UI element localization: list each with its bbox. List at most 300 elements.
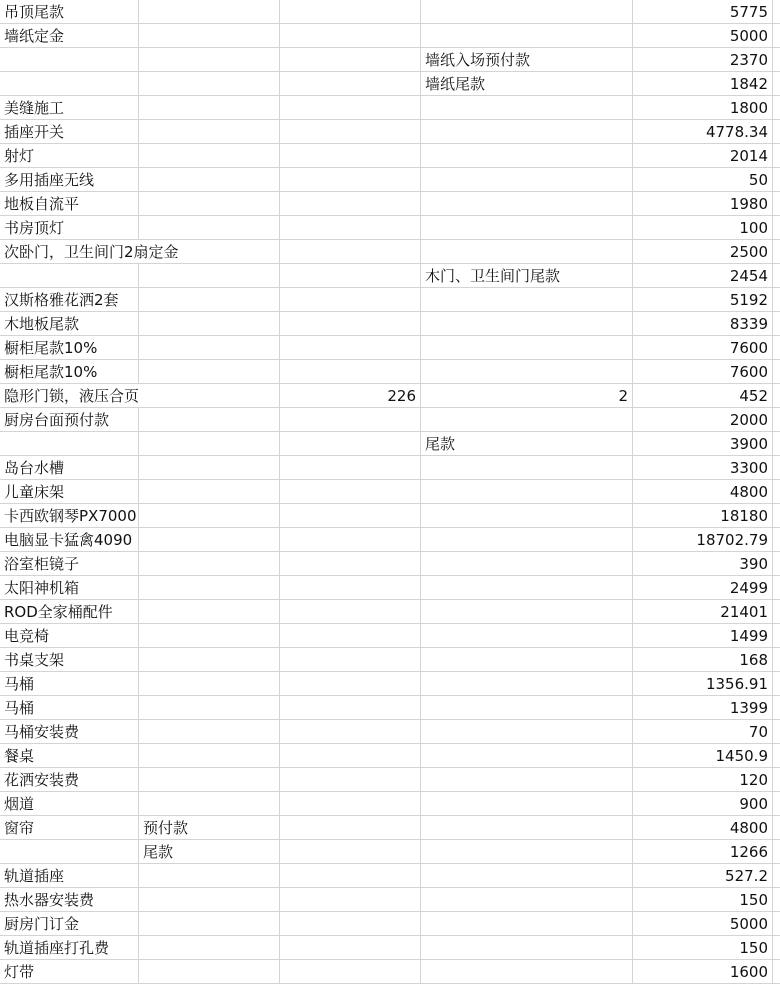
table-row bbox=[0, 96, 780, 120]
cell-e[interactable] bbox=[633, 408, 773, 431]
cell-f[interactable] bbox=[773, 912, 780, 935]
cell-d[interactable] bbox=[421, 96, 633, 119]
cell-value: 21401 bbox=[720, 603, 768, 621]
cell-c[interactable] bbox=[280, 528, 421, 551]
cell-b[interactable] bbox=[139, 192, 280, 215]
table-row bbox=[0, 648, 780, 672]
cell-e[interactable] bbox=[633, 768, 773, 791]
cell-a[interactable] bbox=[0, 288, 139, 311]
cell-a[interactable] bbox=[0, 384, 139, 407]
cell-value: 书桌支架 bbox=[4, 651, 65, 669]
cell-f[interactable] bbox=[773, 192, 780, 215]
cell-b[interactable] bbox=[139, 720, 280, 743]
cell-e[interactable] bbox=[633, 360, 773, 383]
cell-c[interactable] bbox=[280, 240, 421, 263]
cell-d[interactable] bbox=[421, 120, 633, 143]
cell-f[interactable] bbox=[773, 336, 780, 359]
cell-f[interactable] bbox=[773, 888, 780, 911]
cell-d[interactable] bbox=[421, 816, 633, 839]
cell-d[interactable] bbox=[421, 360, 633, 383]
cell-e[interactable] bbox=[633, 264, 773, 287]
cell-c[interactable] bbox=[280, 96, 421, 119]
cell-c[interactable] bbox=[280, 360, 421, 383]
cell-e[interactable] bbox=[633, 696, 773, 719]
cell-f[interactable] bbox=[773, 672, 780, 695]
cell-d[interactable] bbox=[421, 504, 633, 527]
cell-b[interactable] bbox=[139, 624, 280, 647]
cell-e[interactable] bbox=[633, 792, 773, 815]
cell-value: 轨道插座打孔费 bbox=[4, 939, 110, 957]
cell-f[interactable] bbox=[773, 552, 780, 575]
cell-c[interactable] bbox=[280, 48, 421, 71]
cell-f[interactable] bbox=[773, 696, 780, 719]
cell-c[interactable] bbox=[280, 600, 421, 623]
cell-a[interactable] bbox=[0, 720, 139, 743]
cell-e[interactable] bbox=[633, 120, 773, 143]
cell-e[interactable] bbox=[633, 840, 773, 863]
cell-e[interactable] bbox=[633, 192, 773, 215]
cell-value: 预付款 bbox=[143, 819, 189, 837]
cell-a[interactable] bbox=[0, 672, 139, 695]
cell-value: 3900 bbox=[729, 435, 768, 453]
cell-d[interactable] bbox=[421, 336, 633, 359]
cell-e[interactable] bbox=[633, 312, 773, 335]
cell-value: 5192 bbox=[729, 291, 768, 309]
cell-c[interactable] bbox=[280, 888, 421, 911]
cell-e[interactable] bbox=[633, 432, 773, 455]
cell-d[interactable] bbox=[421, 792, 633, 815]
cell-c[interactable] bbox=[280, 456, 421, 479]
cell-c[interactable] bbox=[280, 696, 421, 719]
cell-b[interactable] bbox=[139, 792, 280, 815]
cell-d[interactable] bbox=[421, 48, 633, 71]
cell-a[interactable] bbox=[0, 576, 139, 599]
cell-c[interactable] bbox=[280, 192, 421, 215]
cell-f[interactable] bbox=[773, 864, 780, 887]
cell-a[interactable] bbox=[0, 600, 139, 623]
cell-value: 橱柜尾款10% bbox=[4, 363, 98, 381]
cell-value: 2 bbox=[618, 387, 628, 405]
cell-c[interactable] bbox=[280, 576, 421, 599]
cell-e[interactable] bbox=[633, 528, 773, 551]
cell-b[interactable] bbox=[139, 600, 280, 623]
cell-value: 花洒安装费 bbox=[4, 771, 80, 789]
cell-c[interactable] bbox=[280, 912, 421, 935]
cell-d[interactable] bbox=[421, 840, 633, 863]
cell-a[interactable] bbox=[0, 264, 139, 287]
cell-a[interactable] bbox=[0, 408, 139, 431]
cell-c[interactable] bbox=[280, 960, 421, 983]
cell-value: 5000 bbox=[729, 915, 768, 933]
cell-b[interactable] bbox=[139, 120, 280, 143]
cell-b[interactable] bbox=[139, 696, 280, 719]
cell-f[interactable] bbox=[773, 792, 780, 815]
table-row bbox=[0, 432, 780, 456]
cell-e[interactable] bbox=[633, 552, 773, 575]
cell-value: 厨房门订金 bbox=[4, 915, 80, 933]
cell-f[interactable] bbox=[773, 168, 780, 191]
cell-e[interactable] bbox=[633, 480, 773, 503]
cell-value: 儿童床架 bbox=[4, 483, 65, 501]
cell-a[interactable] bbox=[0, 120, 139, 143]
cell-c[interactable] bbox=[280, 624, 421, 647]
cell-a[interactable] bbox=[0, 168, 139, 191]
cell-b[interactable] bbox=[139, 840, 280, 863]
cell-d[interactable] bbox=[421, 600, 633, 623]
cell-e[interactable] bbox=[633, 504, 773, 527]
table-row bbox=[0, 384, 780, 408]
cell-value: 70 bbox=[748, 723, 768, 741]
cell-d[interactable] bbox=[421, 0, 633, 23]
cell-f[interactable] bbox=[773, 432, 780, 455]
cell-a[interactable] bbox=[0, 504, 139, 527]
cell-f[interactable] bbox=[773, 240, 780, 263]
cell-c[interactable] bbox=[280, 648, 421, 671]
cell-a[interactable] bbox=[0, 624, 139, 647]
cell-a[interactable] bbox=[0, 432, 139, 455]
cell-d[interactable] bbox=[421, 72, 633, 95]
cell-e[interactable] bbox=[633, 576, 773, 599]
cell-e[interactable] bbox=[633, 240, 773, 263]
cell-value: 1800 bbox=[729, 99, 768, 117]
cell-a[interactable] bbox=[0, 816, 139, 839]
cell-b[interactable] bbox=[139, 0, 280, 23]
cell-b[interactable] bbox=[139, 432, 280, 455]
cell-b[interactable] bbox=[139, 96, 280, 119]
cell-b[interactable] bbox=[139, 456, 280, 479]
cell-d[interactable] bbox=[421, 432, 633, 455]
cell-b[interactable] bbox=[139, 288, 280, 311]
cell-f[interactable] bbox=[773, 960, 780, 983]
cell-f[interactable] bbox=[773, 288, 780, 311]
cell-e[interactable] bbox=[633, 720, 773, 743]
cell-a[interactable] bbox=[0, 480, 139, 503]
cell-a[interactable] bbox=[0, 648, 139, 671]
cell-b[interactable] bbox=[139, 48, 280, 71]
cell-d[interactable] bbox=[421, 144, 633, 167]
cell-f[interactable] bbox=[773, 312, 780, 335]
cell-b[interactable] bbox=[139, 744, 280, 767]
cell-value: 插座开关 bbox=[4, 123, 65, 141]
cell-b[interactable] bbox=[139, 504, 280, 527]
cell-b[interactable] bbox=[139, 72, 280, 95]
cell-e[interactable] bbox=[633, 888, 773, 911]
cell-d[interactable] bbox=[421, 408, 633, 431]
cell-a[interactable] bbox=[0, 456, 139, 479]
cell-a[interactable] bbox=[0, 72, 139, 95]
cell-d[interactable] bbox=[421, 744, 633, 767]
cell-f[interactable] bbox=[773, 48, 780, 71]
cell-d[interactable] bbox=[421, 624, 633, 647]
cell-c[interactable] bbox=[280, 864, 421, 887]
cell-value: 浴室柜镜子 bbox=[4, 555, 80, 573]
cell-e[interactable] bbox=[633, 336, 773, 359]
cell-f[interactable] bbox=[773, 744, 780, 767]
cell-f[interactable] bbox=[773, 456, 780, 479]
cell-d[interactable] bbox=[421, 312, 633, 335]
table-row bbox=[0, 720, 780, 744]
cell-e[interactable] bbox=[633, 936, 773, 959]
cell-f[interactable] bbox=[773, 72, 780, 95]
cell-e[interactable] bbox=[633, 744, 773, 767]
cell-c[interactable] bbox=[280, 0, 421, 23]
cell-f[interactable] bbox=[773, 360, 780, 383]
cell-d[interactable] bbox=[421, 936, 633, 959]
cell-c[interactable] bbox=[280, 768, 421, 791]
cell-a[interactable] bbox=[0, 936, 139, 959]
cell-value: 轨道插座 bbox=[4, 867, 65, 885]
table-row bbox=[0, 792, 780, 816]
cell-e[interactable] bbox=[633, 144, 773, 167]
table-row bbox=[0, 0, 780, 24]
table-row bbox=[0, 480, 780, 504]
cell-c[interactable] bbox=[280, 288, 421, 311]
cell-b[interactable] bbox=[139, 816, 280, 839]
cell-d[interactable] bbox=[421, 24, 633, 47]
cell-b[interactable] bbox=[139, 768, 280, 791]
cell-value: 太阳神机箱 bbox=[4, 579, 80, 597]
cell-a[interactable] bbox=[0, 24, 139, 47]
cell-f[interactable] bbox=[773, 480, 780, 503]
cell-a[interactable] bbox=[0, 960, 139, 983]
cell-d[interactable] bbox=[421, 960, 633, 983]
cell-e[interactable] bbox=[633, 816, 773, 839]
cell-value: 射灯 bbox=[4, 147, 35, 165]
cell-b[interactable] bbox=[139, 552, 280, 575]
cell-value: 4800 bbox=[729, 483, 768, 501]
cell-a[interactable] bbox=[0, 312, 139, 335]
cell-b[interactable] bbox=[139, 336, 280, 359]
cell-value: 马桶安装费 bbox=[4, 723, 80, 741]
cell-d[interactable] bbox=[421, 528, 633, 551]
cell-d[interactable] bbox=[421, 480, 633, 503]
cell-b[interactable] bbox=[139, 168, 280, 191]
cell-a[interactable] bbox=[0, 336, 139, 359]
cell-b[interactable] bbox=[139, 888, 280, 911]
cell-a[interactable] bbox=[0, 96, 139, 119]
cell-value: 100 bbox=[739, 219, 768, 237]
cell-c[interactable] bbox=[280, 24, 421, 47]
cell-f[interactable] bbox=[773, 768, 780, 791]
cell-b[interactable] bbox=[139, 864, 280, 887]
cell-c[interactable] bbox=[280, 384, 421, 407]
cell-c[interactable] bbox=[280, 312, 421, 335]
cell-c[interactable] bbox=[280, 744, 421, 767]
cell-c[interactable] bbox=[280, 840, 421, 863]
cell-b[interactable] bbox=[139, 144, 280, 167]
cell-d[interactable] bbox=[421, 720, 633, 743]
cell-d[interactable] bbox=[421, 168, 633, 191]
cell-f[interactable] bbox=[773, 648, 780, 671]
cell-value: 1399 bbox=[729, 699, 768, 717]
table-row bbox=[0, 72, 780, 96]
cell-d[interactable] bbox=[421, 768, 633, 791]
cell-b[interactable] bbox=[139, 672, 280, 695]
cell-c[interactable] bbox=[280, 432, 421, 455]
cell-a[interactable] bbox=[0, 192, 139, 215]
cell-d[interactable] bbox=[421, 648, 633, 671]
cell-c[interactable] bbox=[280, 552, 421, 575]
cell-value: 烟道 bbox=[4, 795, 35, 813]
cell-f[interactable] bbox=[773, 120, 780, 143]
cell-e[interactable] bbox=[633, 24, 773, 47]
cell-c[interactable] bbox=[280, 408, 421, 431]
table-row bbox=[0, 816, 780, 840]
cell-a[interactable] bbox=[0, 792, 139, 815]
cell-e[interactable] bbox=[633, 912, 773, 935]
cell-e[interactable] bbox=[633, 168, 773, 191]
cell-f[interactable] bbox=[773, 0, 780, 23]
cell-a[interactable] bbox=[0, 840, 139, 863]
cell-value: 1980 bbox=[729, 195, 768, 213]
cell-d[interactable] bbox=[421, 288, 633, 311]
cell-e[interactable] bbox=[633, 672, 773, 695]
cell-a[interactable] bbox=[0, 696, 139, 719]
cell-a[interactable] bbox=[0, 0, 139, 23]
cell-e[interactable] bbox=[633, 624, 773, 647]
cell-value: 3300 bbox=[729, 459, 768, 477]
cell-b[interactable] bbox=[139, 480, 280, 503]
table-row bbox=[0, 840, 780, 864]
cell-b[interactable] bbox=[139, 384, 280, 407]
cell-a[interactable] bbox=[0, 528, 139, 551]
cell-value: 尾款 bbox=[143, 843, 174, 861]
cell-f[interactable] bbox=[773, 936, 780, 959]
cell-b[interactable] bbox=[139, 960, 280, 983]
table-row bbox=[0, 912, 780, 936]
cell-f[interactable] bbox=[773, 144, 780, 167]
cell-f[interactable] bbox=[773, 576, 780, 599]
cell-b[interactable] bbox=[139, 264, 280, 287]
cell-a[interactable] bbox=[0, 360, 139, 383]
cell-c[interactable] bbox=[280, 504, 421, 527]
cell-c[interactable] bbox=[280, 816, 421, 839]
cell-f[interactable] bbox=[773, 96, 780, 119]
cell-a[interactable] bbox=[0, 768, 139, 791]
cell-f[interactable] bbox=[773, 600, 780, 623]
cell-value: 热水器安装费 bbox=[4, 891, 95, 909]
cell-c[interactable] bbox=[280, 336, 421, 359]
cell-d[interactable] bbox=[421, 192, 633, 215]
cell-f[interactable] bbox=[773, 816, 780, 839]
cell-a[interactable] bbox=[0, 552, 139, 575]
cell-a[interactable] bbox=[0, 744, 139, 767]
cell-b[interactable] bbox=[139, 360, 280, 383]
cell-c[interactable] bbox=[280, 72, 421, 95]
cell-value: 2000 bbox=[729, 411, 768, 429]
cell-d[interactable] bbox=[421, 456, 633, 479]
cell-d[interactable] bbox=[421, 864, 633, 887]
cell-e[interactable] bbox=[633, 384, 773, 407]
cell-e[interactable] bbox=[633, 648, 773, 671]
cell-f[interactable] bbox=[773, 384, 780, 407]
cell-c[interactable] bbox=[280, 120, 421, 143]
cell-value: 150 bbox=[739, 891, 768, 909]
cell-e[interactable] bbox=[633, 48, 773, 71]
cell-d[interactable] bbox=[421, 696, 633, 719]
cell-e[interactable] bbox=[633, 288, 773, 311]
cell-value: 1600 bbox=[729, 963, 768, 981]
cell-value: 2499 bbox=[729, 579, 768, 597]
table-row bbox=[0, 216, 780, 240]
cell-a[interactable] bbox=[0, 864, 139, 887]
cell-c[interactable] bbox=[280, 936, 421, 959]
cell-d[interactable] bbox=[421, 384, 633, 407]
table-row bbox=[0, 408, 780, 432]
cell-c[interactable] bbox=[280, 264, 421, 287]
cell-f[interactable] bbox=[773, 24, 780, 47]
cell-e[interactable] bbox=[633, 96, 773, 119]
cell-e[interactable] bbox=[633, 72, 773, 95]
cell-value: 452 bbox=[739, 387, 768, 405]
cell-value: 墙纸尾款 bbox=[425, 75, 486, 93]
cell-c[interactable] bbox=[280, 168, 421, 191]
cell-f[interactable] bbox=[773, 720, 780, 743]
cell-value: 汉斯格雅花洒2套 bbox=[4, 291, 119, 309]
table-row bbox=[0, 336, 780, 360]
cell-f[interactable] bbox=[773, 504, 780, 527]
cell-d[interactable] bbox=[421, 552, 633, 575]
cell-c[interactable] bbox=[280, 144, 421, 167]
cell-f[interactable] bbox=[773, 840, 780, 863]
cell-f[interactable] bbox=[773, 264, 780, 287]
cell-f[interactable] bbox=[773, 408, 780, 431]
cell-b[interactable] bbox=[139, 312, 280, 335]
cell-c[interactable] bbox=[280, 480, 421, 503]
cell-d[interactable] bbox=[421, 240, 633, 263]
cell-c[interactable] bbox=[280, 792, 421, 815]
cell-d[interactable] bbox=[421, 216, 633, 239]
cell-a[interactable] bbox=[0, 888, 139, 911]
cell-a[interactable] bbox=[0, 144, 139, 167]
cell-b[interactable] bbox=[139, 216, 280, 239]
cell-b[interactable] bbox=[139, 528, 280, 551]
cell-a[interactable] bbox=[0, 912, 139, 935]
cell-value: 900 bbox=[739, 795, 768, 813]
cell-e[interactable] bbox=[633, 456, 773, 479]
cell-d[interactable] bbox=[421, 672, 633, 695]
cell-value: 4778.34 bbox=[705, 123, 768, 141]
cell-b[interactable] bbox=[139, 648, 280, 671]
cell-value: ROD全家桶配件 bbox=[4, 603, 113, 621]
cell-c[interactable] bbox=[280, 216, 421, 239]
cell-a[interactable] bbox=[0, 216, 139, 239]
cell-a[interactable] bbox=[0, 48, 139, 71]
cell-f[interactable] bbox=[773, 528, 780, 551]
cell-a[interactable] bbox=[0, 240, 179, 263]
cell-e[interactable] bbox=[633, 960, 773, 983]
cell-f[interactable] bbox=[773, 624, 780, 647]
cell-c[interactable] bbox=[280, 672, 421, 695]
cell-e[interactable] bbox=[633, 0, 773, 23]
cell-b[interactable] bbox=[139, 408, 280, 431]
cell-value: 电竞椅 bbox=[4, 627, 50, 645]
cell-f[interactable] bbox=[773, 216, 780, 239]
cell-b[interactable] bbox=[139, 576, 280, 599]
cell-e[interactable] bbox=[633, 600, 773, 623]
cell-e[interactable] bbox=[633, 216, 773, 239]
cell-b[interactable] bbox=[139, 24, 280, 47]
cell-d[interactable] bbox=[421, 912, 633, 935]
cell-d[interactable] bbox=[421, 888, 633, 911]
cell-b[interactable] bbox=[139, 936, 280, 959]
cell-e[interactable] bbox=[633, 864, 773, 887]
cell-d[interactable] bbox=[421, 576, 633, 599]
cell-b[interactable] bbox=[139, 912, 280, 935]
cell-c[interactable] bbox=[280, 720, 421, 743]
cell-value: 卡西欧钢琴PX7000 bbox=[4, 507, 137, 525]
cell-d[interactable] bbox=[421, 264, 633, 287]
